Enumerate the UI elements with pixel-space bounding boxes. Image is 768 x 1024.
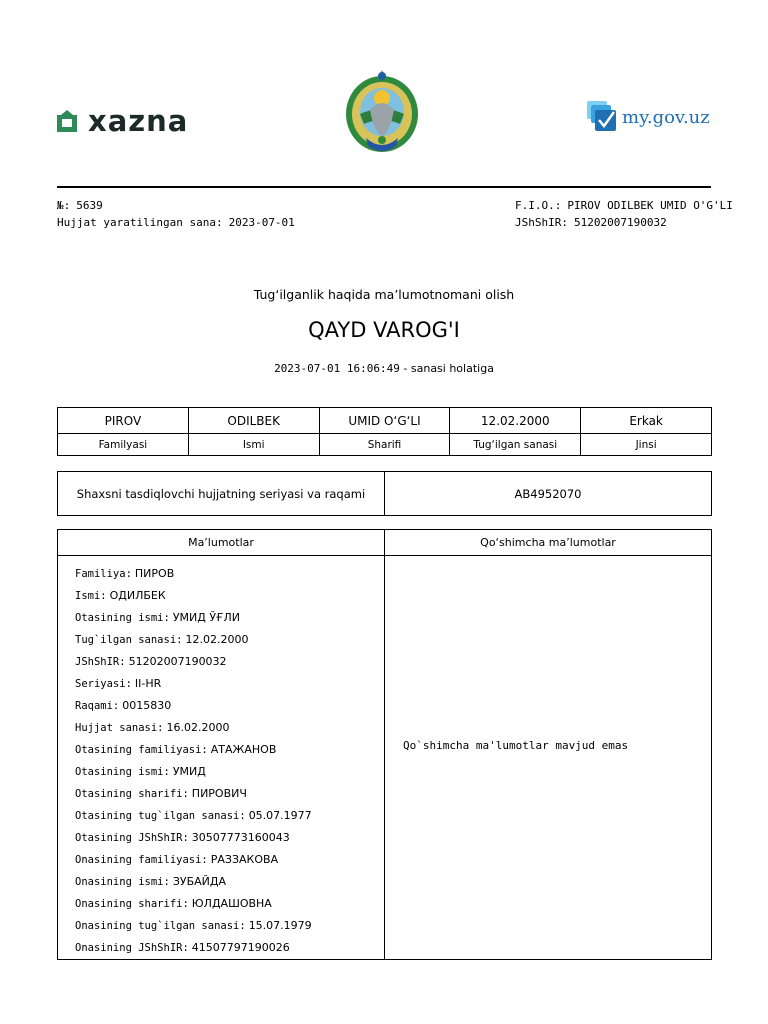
info-item-key: JShShIR: xyxy=(75,656,126,668)
info-item-key: Onasining JShShIR: xyxy=(75,942,189,954)
document-created-date: Hujjat yaratilingan sana: 2023-07-01 xyxy=(57,216,295,229)
person-gender: Erkak xyxy=(581,408,712,434)
details-info-list xyxy=(58,556,384,959)
info-item-key: Onasining sharifi: xyxy=(75,898,189,910)
as-of-date: 2023-07-01 16:06:49 - sanasi holatiga xyxy=(274,362,494,375)
info-item-value: ЗУБАЙДА xyxy=(172,875,227,888)
person-birthdate: 12.02.2000 xyxy=(450,408,581,434)
info-item-value: 41507797190026 xyxy=(191,941,290,954)
extra-info-text: Qo`shimcha ma'lumotlar mavjud emas xyxy=(403,739,629,752)
info-item xyxy=(75,739,384,761)
info-item xyxy=(75,607,384,629)
details-table xyxy=(57,529,712,960)
person-birthdate-label: Tug‘ilgan sanasi xyxy=(450,434,581,456)
details-col1-header: Ma’lumotlar xyxy=(58,530,385,556)
person-surname: PIROV xyxy=(58,408,189,434)
state-emblem-icon xyxy=(340,66,424,156)
info-item-key: Hujjat sanasi: xyxy=(75,722,164,734)
id-document-label: Shaxsni tasdiqlovchi hujjatning seriyasi va raqami xyxy=(58,472,385,516)
info-item-key: Ismi: xyxy=(75,590,107,602)
info-item-value: 51202007190032 xyxy=(128,655,227,668)
info-item xyxy=(75,937,384,959)
info-item-value: 0015830 xyxy=(122,699,172,712)
info-item-key: Otasining familiyasi: xyxy=(75,744,208,756)
info-item-key: Raqami: xyxy=(75,700,120,712)
document-subtitle: Tug‘ilganlik haqida ma’lumotnomani olish xyxy=(253,287,515,302)
document-number: №: 5639 xyxy=(57,199,103,212)
info-item-value: 15.07.1979 xyxy=(248,919,312,932)
header-divider xyxy=(57,186,711,188)
info-item xyxy=(75,717,384,739)
meta-right xyxy=(515,197,733,231)
info-item xyxy=(75,827,384,849)
info-item-value: 12.02.2000 xyxy=(185,633,249,646)
mygov-logo-text: my.gov.uz xyxy=(622,107,710,128)
checkbox-icon xyxy=(586,100,618,136)
info-item xyxy=(75,629,384,651)
info-item-key: Onasining tug`ilgan sanasi: xyxy=(75,920,246,932)
person-gender-label: Jinsi xyxy=(581,434,712,456)
meta-left xyxy=(57,197,295,231)
info-item-value: ЮЛДАШОВНА xyxy=(191,897,272,910)
person-patronymic-label: Sharifi xyxy=(319,434,450,456)
person-patronymic: UMID O‘G‘LI xyxy=(319,408,450,434)
xazna-logo xyxy=(56,105,188,137)
info-item xyxy=(75,849,384,871)
xazna-logo-text: xazna xyxy=(88,104,189,138)
id-document-table xyxy=(57,471,712,516)
fio-line: F.I.O.: PIROV ODILBEK UMID O'G'LI xyxy=(515,199,733,212)
info-item xyxy=(75,695,384,717)
person-labels-row xyxy=(58,434,712,456)
info-item-value: ПИРОВИЧ xyxy=(191,787,247,800)
id-document-row xyxy=(58,472,712,516)
person-name-label: Ismi xyxy=(188,434,319,456)
info-item-key: Onasining ismi: xyxy=(75,876,170,888)
details-header-row xyxy=(58,530,712,556)
info-item-value: 05.07.1977 xyxy=(248,809,312,822)
details-info-cell xyxy=(58,556,385,960)
person-surname-label: Familyasi xyxy=(58,434,189,456)
info-item-value: ОДИЛБЕК xyxy=(109,589,166,602)
info-item-value: УМИД xyxy=(172,765,206,778)
details-col2-header: Qo‘shimcha ma’lumotlar xyxy=(385,530,712,556)
info-item-key: Otasining sharifi: xyxy=(75,788,189,800)
info-item-key: Otasining JShShIR: xyxy=(75,832,189,844)
info-item-value: РАЗЗАКОВА xyxy=(210,853,279,866)
info-item xyxy=(75,585,384,607)
info-item-key: Otasining ismi: xyxy=(75,766,170,778)
info-item-key: Onasining familiyasi: xyxy=(75,854,208,866)
person-values-row xyxy=(58,408,712,434)
id-document-value: AB4952070 xyxy=(385,472,712,516)
info-item-value: УМИД ЎҒЛИ xyxy=(172,611,240,624)
house-icon xyxy=(56,109,78,133)
info-item-value: ПИРОВ xyxy=(134,567,175,580)
info-item-value: 30507773160043 xyxy=(191,831,290,844)
mygov-logo xyxy=(586,100,710,136)
person-name: ODILBEK xyxy=(188,408,319,434)
info-item-value: АТАЖАНОВ xyxy=(210,743,277,756)
info-item-key: Tug`ilgan sanasi: xyxy=(75,634,183,646)
details-body-row xyxy=(58,556,712,960)
info-item-key: Seriyasi: xyxy=(75,678,132,690)
jshshir-line: JShShIR: 51202007190032 xyxy=(515,216,667,229)
info-item xyxy=(75,805,384,827)
info-item xyxy=(75,783,384,805)
info-item-key: Otasining tug`ilgan sanasi: xyxy=(75,810,246,822)
info-item xyxy=(75,871,384,893)
info-item xyxy=(75,673,384,695)
info-item xyxy=(75,761,384,783)
document-title: QAYD VAROG'I xyxy=(308,318,460,342)
details-extra-cell xyxy=(385,556,712,960)
info-item xyxy=(75,563,384,585)
info-item-value: 16.02.2000 xyxy=(166,721,230,734)
info-item xyxy=(75,651,384,673)
info-item xyxy=(75,893,384,915)
info-item xyxy=(75,915,384,937)
info-item-value: II-HR xyxy=(134,677,162,690)
person-table xyxy=(57,407,712,456)
info-item-key: Familiya: xyxy=(75,568,132,580)
info-item-key: Otasining ismi: xyxy=(75,612,170,624)
